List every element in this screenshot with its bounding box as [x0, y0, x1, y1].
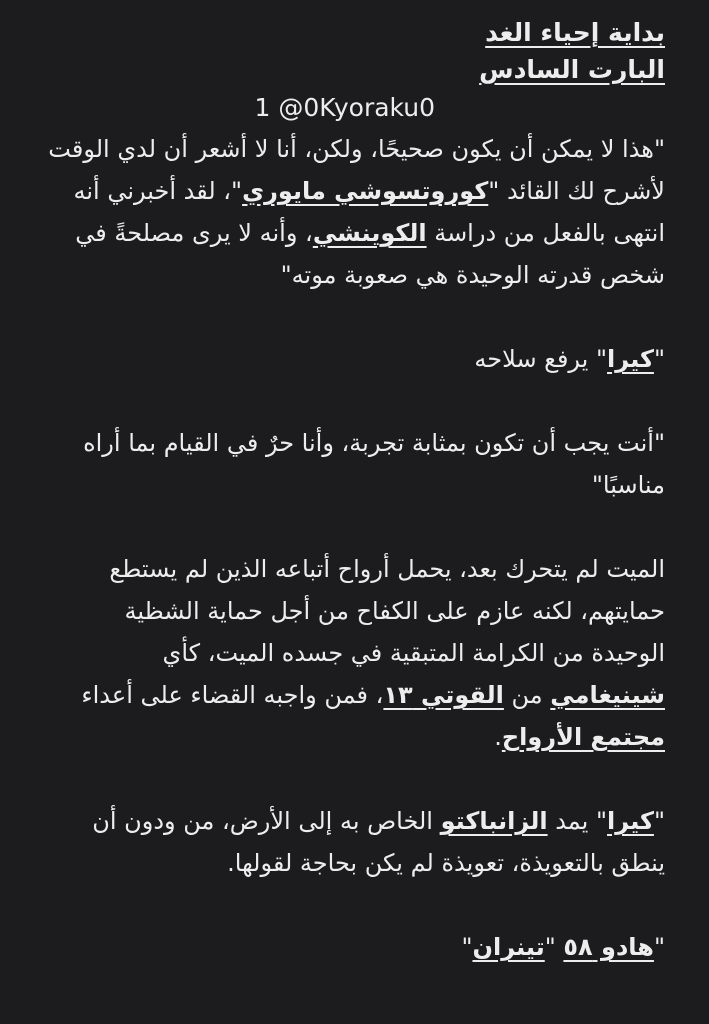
underlined-term: كوروتسوشي مايوري: [242, 177, 489, 205]
underlined-term: الزانباكتو: [440, 807, 548, 835]
text-segment: ": [461, 933, 473, 961]
underlined-term: القوتي ١٣: [383, 681, 504, 709]
text-segment: .: [494, 723, 502, 751]
text-segment: "، لقد أخبرني أنه انتهى بالفعل من دراسة: [73, 177, 665, 247]
paragraph-3: [44, 422, 665, 506]
paragraph-1: [44, 128, 665, 296]
paragraph-2: [44, 338, 665, 380]
text-segment: " يرفع سلاحه: [474, 345, 608, 373]
underlined-term: الكوينشي: [312, 219, 427, 247]
paragraph-gap: [44, 758, 665, 800]
underlined-term: تينران: [472, 933, 545, 961]
underlined-term: شينيغامي: [550, 681, 665, 709]
underlined-term: هادو ٥٨: [563, 933, 654, 961]
paragraph-gap: [44, 380, 665, 422]
text-segment: ": [544, 933, 564, 961]
text-segment: الميت لم يتحرك بعد، يحمل أرواح أتباعه الذين لم يستطع حمايتهم، لكنه عازم على الكفاح من أجل حماية الشظية الوحيدة من الكرامة المتبقية في جسده الميت، كأي: [109, 555, 665, 667]
text-segment: ، وأنه لا يرى مصلحةً في شخص قدرته الوحيدة هي صعوبة موته": [75, 219, 665, 289]
text-segment: ": [653, 933, 665, 961]
text-segment: "هذا لا يمكن أن يكون صحيحًا، ولكن، أنا لا أشعر أن لدي الوقت لأشرح لك القائد ": [48, 135, 665, 205]
author-handle: 1 @0Kyoraku0: [254, 93, 435, 122]
text-segment: ": [653, 807, 665, 835]
text-segment: "أنت يجب أن تكون بمثابة تجربة، وأنا حرٌ في القيام بما أراه مناسبًا": [83, 429, 665, 499]
paragraph-4: [44, 548, 665, 758]
text-segment: ": [653, 345, 665, 373]
paragraph-gap: [44, 884, 665, 926]
underlined-term: مجتمع الأرواح: [501, 723, 665, 751]
paragraph-6: [44, 926, 665, 968]
part-title: البارت السادس: [479, 55, 665, 84]
text-segment: " يمد: [547, 807, 608, 835]
underlined-term: كيرا: [607, 345, 654, 373]
paragraph-5: [44, 800, 665, 884]
underlined-term: كيرا: [607, 807, 654, 835]
text-segment: من: [503, 681, 551, 709]
text-segment: الخاص به إلى الأرض، من ودون أن ينطق بالتعويذة، تعويذة لم يكن بحاجة لقولها.: [92, 807, 665, 877]
paragraph-gap: [44, 506, 665, 548]
text-segment: ، فمن واجبه القضاء على أعداء: [81, 681, 384, 709]
paragraph-gap: [44, 296, 665, 338]
story-title: بداية إحياء الغد: [485, 18, 665, 47]
